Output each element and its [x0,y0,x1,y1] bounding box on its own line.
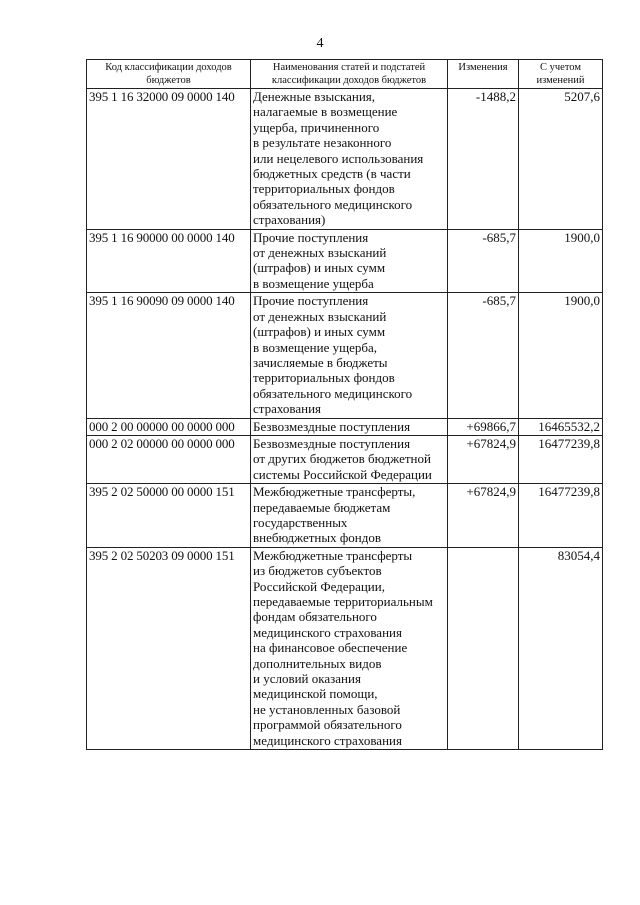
row-change: +67824,9 [448,484,519,548]
page-number: 4 [316,36,324,51]
row-code: 395 1 16 32000 09 0000 140 [87,89,251,230]
row-code: 000 2 02 00000 00 0000 000 [87,435,251,483]
row-name: Межбюджетные трансферты из бюджетов субъектов Российской Федерации, передаваемые территориальным фондам обязательного медицинского страхования на финансовое обеспечение дополнительных видов и условий оказания медицинской помощи, не установленных базовой программой обязательного медицинского страхования [251,547,448,749]
header-change: Изменения [448,60,519,89]
row-change [448,547,519,749]
row-code: 000 2 00 00000 00 0000 000 [87,418,251,435]
row-name: Безвозмездные поступления [251,418,448,435]
row-code: 395 2 02 50000 00 0000 151 [87,484,251,548]
row-total: 1900,0 [519,293,603,418]
row-change: +67824,9 [448,435,519,483]
header-total: С учетом изменений [519,60,603,89]
row-change: +69866,7 [448,418,519,435]
table-header-row [87,60,603,89]
row-change: -685,7 [448,293,519,418]
row-code: 395 1 16 90090 09 0000 140 [87,293,251,418]
table-row [87,89,603,230]
row-change: -1488,2 [448,89,519,230]
budget-revenue-table [86,59,603,750]
row-name: Прочие поступления от денежных взысканий (штрафов) и иных сумм в возмещение ущерба, зачисляемые в бюджеты территориальных фондов обязательного медицинского страхования [251,293,448,418]
header-name: Наименования статей и подстатей классификации доходов бюджетов [251,60,448,89]
row-name: Безвозмездные поступления от других бюджетов бюджетной системы Российской Федерации [251,435,448,483]
header-code: Код классификации доходов бюджетов [87,60,251,89]
row-code: 395 2 02 50203 09 0000 151 [87,547,251,749]
table-row [87,484,603,548]
row-code: 395 1 16 90000 00 0000 140 [87,229,251,293]
table-row [87,435,603,483]
row-total: 16465532,2 [519,418,603,435]
table-row [87,293,603,418]
table-row [87,418,603,435]
row-total: 16477239,8 [519,435,603,483]
row-total: 1900,0 [519,229,603,293]
table-row [87,547,603,749]
row-total: 5207,6 [519,89,603,230]
row-total: 83054,4 [519,547,603,749]
row-name: Прочие поступления от денежных взысканий (штрафов) и иных сумм в возмещение ущерба [251,229,448,293]
row-change: -685,7 [448,229,519,293]
table-row [87,229,603,293]
row-name: Денежные взыскания, налагаемые в возмещение ущерба, причиненного в результате незаконного или нецелевого использования бюджетных средств (в части территориальных фондов обязательного медицинского страхования) [251,89,448,230]
row-name: Межбюджетные трансферты, передаваемые бюджетам государственных внебюджетных фондов [251,484,448,548]
row-total: 16477239,8 [519,484,603,548]
